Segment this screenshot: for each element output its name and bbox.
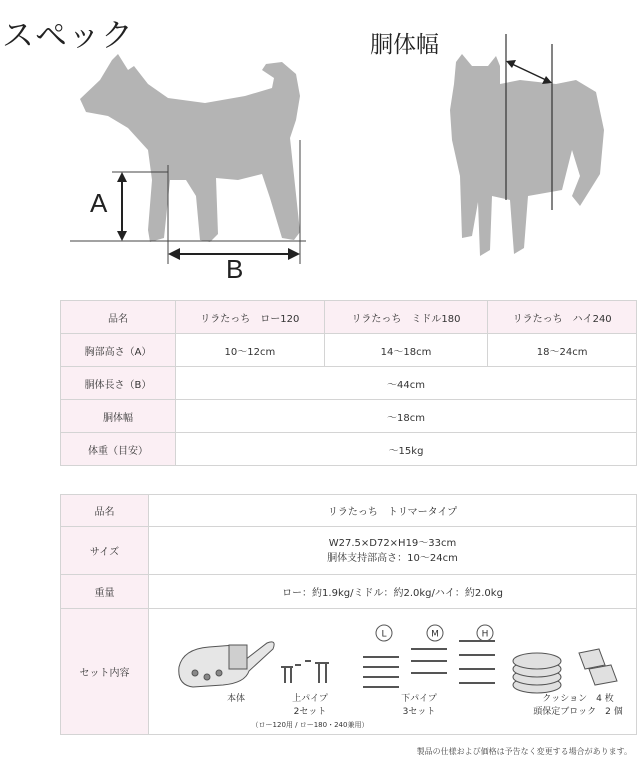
item-label-lower-pipe: 下パイプ 3セット: [401, 694, 437, 717]
table-row: [61, 609, 637, 735]
model-cell: リラたっち ハイ240: [488, 301, 637, 334]
size-line: W27.5×D72×H19～33cm: [328, 537, 457, 549]
measurement-label-b: B: [226, 254, 244, 284]
value-cell: ロー：約1.9kg/ミドル：約2.0kg/ハイ：約2.0kg: [149, 575, 637, 609]
table-row: [61, 334, 637, 367]
value-cell: ～15kg: [176, 433, 637, 466]
cushion-icon: [513, 653, 561, 693]
dog-side-illustration: [80, 54, 300, 242]
body-width-title: 胴体幅: [370, 32, 439, 58]
table-row: [61, 495, 637, 527]
value-cell: 14～18cm: [324, 334, 488, 367]
table-row: [61, 400, 637, 433]
head-block-icon: [579, 649, 617, 685]
item-label-body: 本体: [227, 694, 246, 704]
row-label: 重量: [61, 575, 149, 609]
value-cell: リラたっち トリマータイプ: [149, 495, 637, 527]
table-row: [61, 367, 637, 400]
value-cell: ～44cm: [176, 367, 637, 400]
row-label: 胸部高さ（A）: [61, 334, 176, 367]
row-label: 体重（目安）: [61, 433, 176, 466]
badge-m: M: [431, 629, 439, 640]
badge-l: L: [381, 629, 387, 640]
value-cell: ～18cm: [176, 400, 637, 433]
row-label: セット内容: [61, 609, 149, 735]
row-label: 胴体幅: [61, 400, 176, 433]
size-line: 胴体支持部高さ：10～24cm: [327, 552, 458, 564]
item-label-upper-pipe: 上パイプ 2セット （ロー120用 / ロー180・240兼用）: [251, 694, 369, 729]
badge-h: H: [481, 629, 489, 640]
model-cell: リラたっち ロー120: [176, 301, 325, 334]
model-cell: リラたっち ミドル180: [324, 301, 488, 334]
value-cell: 10～12cm: [176, 334, 325, 367]
upper-pipe-icon: [281, 661, 329, 683]
header-cell: 品名: [61, 301, 176, 334]
table-row: [61, 575, 637, 609]
table-row: [61, 301, 637, 334]
value-cell: 18～24cm: [488, 334, 637, 367]
spec-table: [60, 300, 637, 466]
row-label: サイズ: [61, 527, 149, 575]
dog-diagrams: [0, 0, 640, 290]
table-row: [61, 433, 637, 466]
set-contents-cell: [149, 609, 637, 735]
trimmer-table: [60, 494, 637, 735]
row-label: 品名: [61, 495, 149, 527]
spec-title: スペック: [2, 16, 135, 54]
footer-note: 製品の仕様および価格は予告なく変更する場合があります。: [416, 747, 632, 756]
table-row: [61, 527, 637, 575]
measurement-label-a: A: [90, 188, 108, 218]
dog-front-illustration: [450, 54, 604, 256]
item-label-cushion: クッション 4 枚 頭保定ブロック 2 個: [533, 694, 623, 717]
row-label: 胴体長さ（B）: [61, 367, 176, 400]
body-unit-icon: [179, 642, 274, 687]
value-cell: [149, 527, 637, 575]
